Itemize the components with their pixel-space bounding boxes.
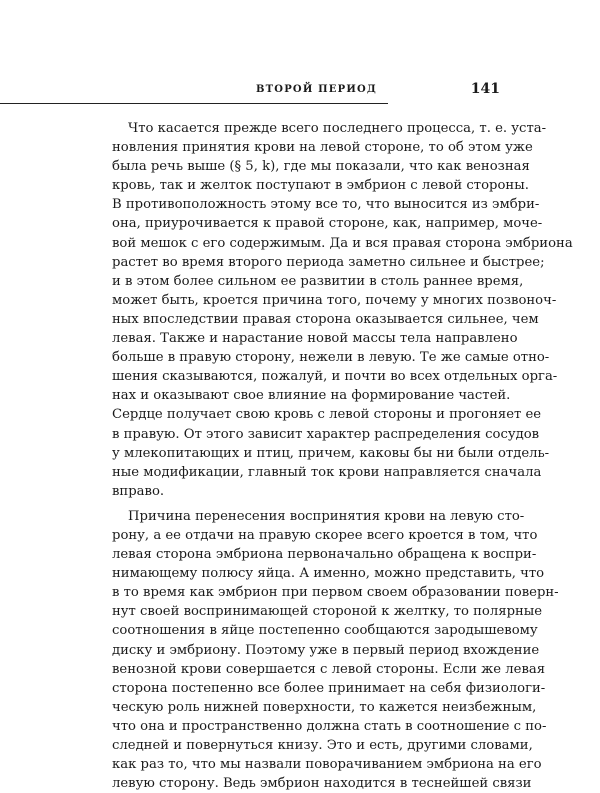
- text-line: новления принятия крови на левой стороне, то об этом уже: [112, 140, 533, 156]
- text-line: кровь, так и желток поступают в эмбрион с левой стороны.: [112, 178, 529, 194]
- text-line: нимающему полюсу яйца. А именно, можно представить, что: [112, 566, 545, 582]
- page-number: 141: [470, 81, 500, 97]
- text-line: и в этом более сильном ее развитии в столь раннее время,: [112, 273, 524, 289]
- text-line: Что касается прежде всего последнего процесса, т. е. уста-: [128, 121, 547, 136]
- text-line: В противоположность этому все то, что выносится из эмбри-: [112, 197, 540, 213]
- body-text: [112, 119, 573, 793]
- text-line: может быть, кроется причина того, почему у многих позвоноч-: [112, 292, 557, 308]
- text-line: нах и оказывают свое влияние на формирование частей.: [112, 388, 511, 404]
- text-line: Сердце получает свою кровь с левой стороны и прогоняет ее: [112, 407, 542, 423]
- text-line: диску и эмбриону. Поэтому уже в первый период вхождение: [112, 642, 540, 658]
- text-line: ческую роль нижней поверхности, то кажется неизбежным,: [112, 699, 537, 715]
- text-line: в то время как эмбрион при первом своем образовании поверн-: [112, 585, 559, 601]
- text-line: была речь выше (§ 5, k), где мы показали, что как венозная: [112, 159, 530, 175]
- text-line: следней и повернуться книзу. Это и есть, другими словами,: [112, 738, 533, 753]
- text-line: она, приурочивается к правой стороне, как, например, моче-: [112, 216, 543, 232]
- text-line: как раз то, что мы назвали поворачиванием эмбриона на его: [112, 757, 542, 773]
- text-line: рону, а ее отдачи на правую скорее всего кроется в том, что: [112, 527, 538, 543]
- text-line: левую сторону. Ведь эмбрион находится в теснейшей связи: [112, 776, 532, 792]
- text-line: соотношения в яйце постепенно сообщаются зародышевому: [112, 623, 538, 639]
- text-line: левая. Также и нарастание новой массы тела направлено: [112, 331, 518, 347]
- text-line: нут своей воспринимающей стороной к желтку, то полярные: [112, 604, 543, 620]
- text-line: венозной крови совершается с левой стороны. Если же левая: [112, 661, 546, 677]
- paragraph-1: [112, 119, 573, 501]
- text-line: ные модификации, главный ток крови направляется сначала: [112, 464, 542, 480]
- running-head: [112, 80, 500, 102]
- text-line: Причина перенесения воспринятия крови на левую сто-: [128, 508, 525, 524]
- text-line: сторона постепенно все более принимает на себя физиологи-: [112, 680, 546, 696]
- text-line: вправо.: [112, 483, 165, 499]
- text-line: растет во время второго периода заметно сильнее и быстрее;: [112, 254, 545, 270]
- header-rule: [0, 103, 388, 104]
- paragraph-2: [112, 507, 559, 793]
- text-line: ных впоследствии правая сторона оказывается сильнее, чем: [112, 311, 539, 327]
- running-head-title: ВТОРОЙ ПЕРИОД: [256, 84, 378, 95]
- text-line: в правую. От этого зависит характер распределения сосудов: [112, 426, 540, 442]
- text-line: вой мешок с его содержимым. Да и вся правая сторона эмбриона: [112, 235, 573, 251]
- text-line: шения сказываются, пожалуй, и почти во всех отдельных орга-: [112, 369, 558, 385]
- text-line: больше в правую сторону, нежели в левую. Те же самые отно-: [112, 350, 550, 366]
- text-line: левая сторона эмбриона первоначально обращена к воспри-: [112, 547, 537, 563]
- text-line: у млекопитающих и птиц, причем, каковы бы ни были отдель-: [112, 445, 550, 461]
- text-line: что она и пространственно должна стать в соотношение с по-: [112, 718, 547, 734]
